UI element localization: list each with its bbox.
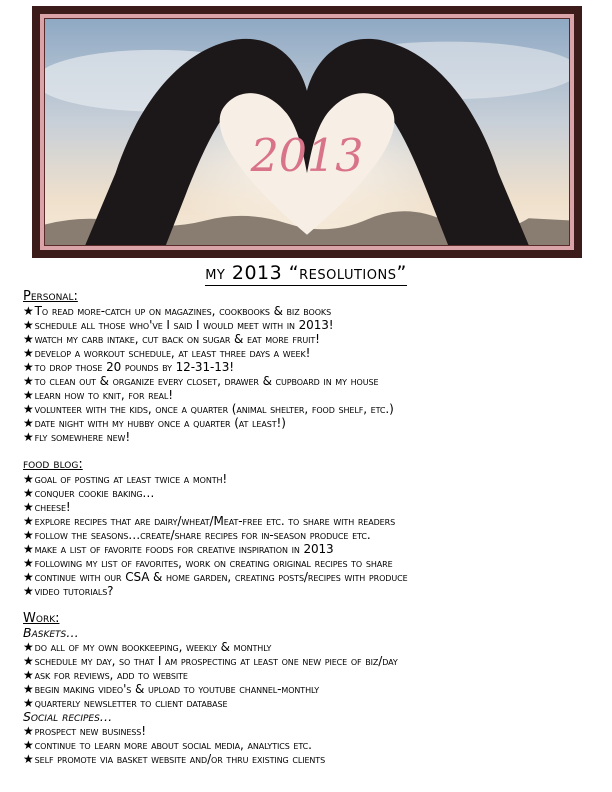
subsection-heading: Social recipes… xyxy=(23,709,113,724)
star-bullet-icon: ★ xyxy=(23,668,34,682)
list-item xyxy=(23,402,603,416)
list-item xyxy=(23,640,603,654)
star-bullet-icon: ★ xyxy=(23,752,34,766)
list-item-text: conquer cookie baking… xyxy=(34,486,155,500)
star-bullet-icon: ★ xyxy=(23,654,34,668)
section-personal xyxy=(23,290,603,444)
star-bullet-icon: ★ xyxy=(23,528,34,542)
star-bullet-icon: ★ xyxy=(23,430,34,444)
list-item-text: schedule all those who've I said I would meet with in 2013! xyxy=(34,318,334,332)
star-bullet-icon: ★ xyxy=(23,304,34,318)
document-title xyxy=(0,262,612,284)
star-bullet-icon: ★ xyxy=(23,318,34,332)
list-item-text: date night with my hubby once a quarter (at least!) xyxy=(34,416,286,430)
star-bullet-icon: ★ xyxy=(23,514,34,528)
list-item xyxy=(23,472,603,486)
list-item-text: self promote via basket website and/or thru existing clients xyxy=(34,752,326,766)
photo-mat xyxy=(40,14,574,250)
heart-hands-image xyxy=(45,19,569,245)
section-heading: Personal: xyxy=(23,289,78,304)
list-item xyxy=(23,682,603,696)
list-item xyxy=(23,388,603,402)
list-item-text: develop a workout schedule, at least three days a week! xyxy=(34,346,311,360)
star-bullet-icon: ★ xyxy=(23,332,34,346)
list-item-text: make a list of favorite foods for creative inspiration in 2013 xyxy=(34,542,334,556)
star-bullet-icon: ★ xyxy=(23,346,34,360)
star-bullet-icon: ★ xyxy=(23,472,34,486)
list-item xyxy=(23,696,603,710)
star-bullet-icon: ★ xyxy=(23,696,34,710)
list-item xyxy=(23,304,603,318)
star-bullet-icon: ★ xyxy=(23,682,34,696)
star-bullet-icon: ★ xyxy=(23,402,34,416)
item-list xyxy=(23,304,603,444)
resolutions-content xyxy=(23,290,603,766)
list-item xyxy=(23,346,603,360)
list-item xyxy=(23,752,603,766)
star-bullet-icon: ★ xyxy=(23,556,34,570)
list-item-text: watch my carb intake, cut back on sugar & eat more fruit! xyxy=(34,332,320,346)
header-photo xyxy=(44,18,570,246)
list-item xyxy=(23,570,603,584)
list-item xyxy=(23,500,603,514)
list-item xyxy=(23,430,603,444)
title-text: my 2013 “resolutions” xyxy=(205,262,407,284)
header-photo-frame xyxy=(32,6,582,258)
list-item-text: video tutorials? xyxy=(34,584,114,598)
star-bullet-icon: ★ xyxy=(23,584,34,598)
star-bullet-icon: ★ xyxy=(23,724,34,738)
section-heading: food blog: xyxy=(23,457,83,472)
star-bullet-icon: ★ xyxy=(23,738,34,752)
list-item xyxy=(23,668,603,682)
list-item xyxy=(23,360,603,374)
list-item-text: explore recipes that are dairy/wheat/Meat-free etc. to share with readers xyxy=(34,514,396,528)
list-item-text: volunteer with the kids, once a quarter (animal shelter, food shelf, etc.) xyxy=(34,402,394,416)
list-item-text: continue to learn more about social media, analytics etc. xyxy=(34,738,312,752)
star-bullet-icon: ★ xyxy=(23,500,34,514)
subsection-heading: Baskets… xyxy=(23,625,79,640)
list-item-text: do all of my own bookkeeping, weekly & monthly xyxy=(34,640,272,654)
list-item xyxy=(23,738,603,752)
list-item xyxy=(23,542,603,556)
section-work xyxy=(23,612,603,766)
star-bullet-icon: ★ xyxy=(23,416,34,430)
item-list xyxy=(23,724,603,766)
list-item-text: to drop those 20 pounds by 12-31-13! xyxy=(34,360,234,374)
list-item-text: ask for reviews, add to website xyxy=(34,668,188,682)
list-item-text: follow the seasons…create/share recipes for in-season produce etc. xyxy=(34,528,371,542)
list-item xyxy=(23,486,603,500)
list-item-text: to clean out & organize every closet, drawer & cupboard in my house xyxy=(34,374,379,388)
list-item xyxy=(23,374,603,388)
star-bullet-icon: ★ xyxy=(23,570,34,584)
list-item xyxy=(23,416,603,430)
list-item xyxy=(23,514,603,528)
star-bullet-icon: ★ xyxy=(23,542,34,556)
list-item-text: To read more-catch up on magazines, cookbooks & biz books xyxy=(34,304,332,318)
list-item-text: continue with our CSA & home garden, creating posts/recipes with produce xyxy=(34,570,408,584)
list-item xyxy=(23,332,603,346)
list-item xyxy=(23,556,603,570)
star-bullet-icon: ★ xyxy=(23,360,34,374)
list-item xyxy=(23,724,603,738)
list-item-text: goal of posting at least twice a month! xyxy=(34,472,228,486)
list-item xyxy=(23,318,603,332)
item-list xyxy=(23,472,603,598)
list-item-text: fly somewhere new! xyxy=(34,430,131,444)
list-item-text: prospect new business! xyxy=(34,724,146,738)
star-bullet-icon: ★ xyxy=(23,388,34,402)
item-list xyxy=(23,640,603,710)
star-bullet-icon: ★ xyxy=(23,374,34,388)
list-item xyxy=(23,654,603,668)
list-item xyxy=(23,584,603,598)
list-item-text: following my list of favorites, work on creating original recipes to share xyxy=(34,556,393,570)
list-item-text: schedule my day, so that I am prospecting at least one new piece of biz/day xyxy=(34,654,398,668)
overlay-year-text: 2013 xyxy=(250,128,364,183)
section-heading: Work: xyxy=(23,611,60,626)
star-bullet-icon: ★ xyxy=(23,486,34,500)
list-item-text: begin making video's & upload to youtube channel-monthly xyxy=(34,682,320,696)
list-item-text: learn how to knit, for real! xyxy=(34,388,173,402)
star-bullet-icon: ★ xyxy=(23,640,34,654)
section-food-blog xyxy=(23,458,603,598)
list-item-text: cheese! xyxy=(34,500,71,514)
list-item-text: quarterly newsletter to client database xyxy=(34,696,228,710)
list-item xyxy=(23,528,603,542)
